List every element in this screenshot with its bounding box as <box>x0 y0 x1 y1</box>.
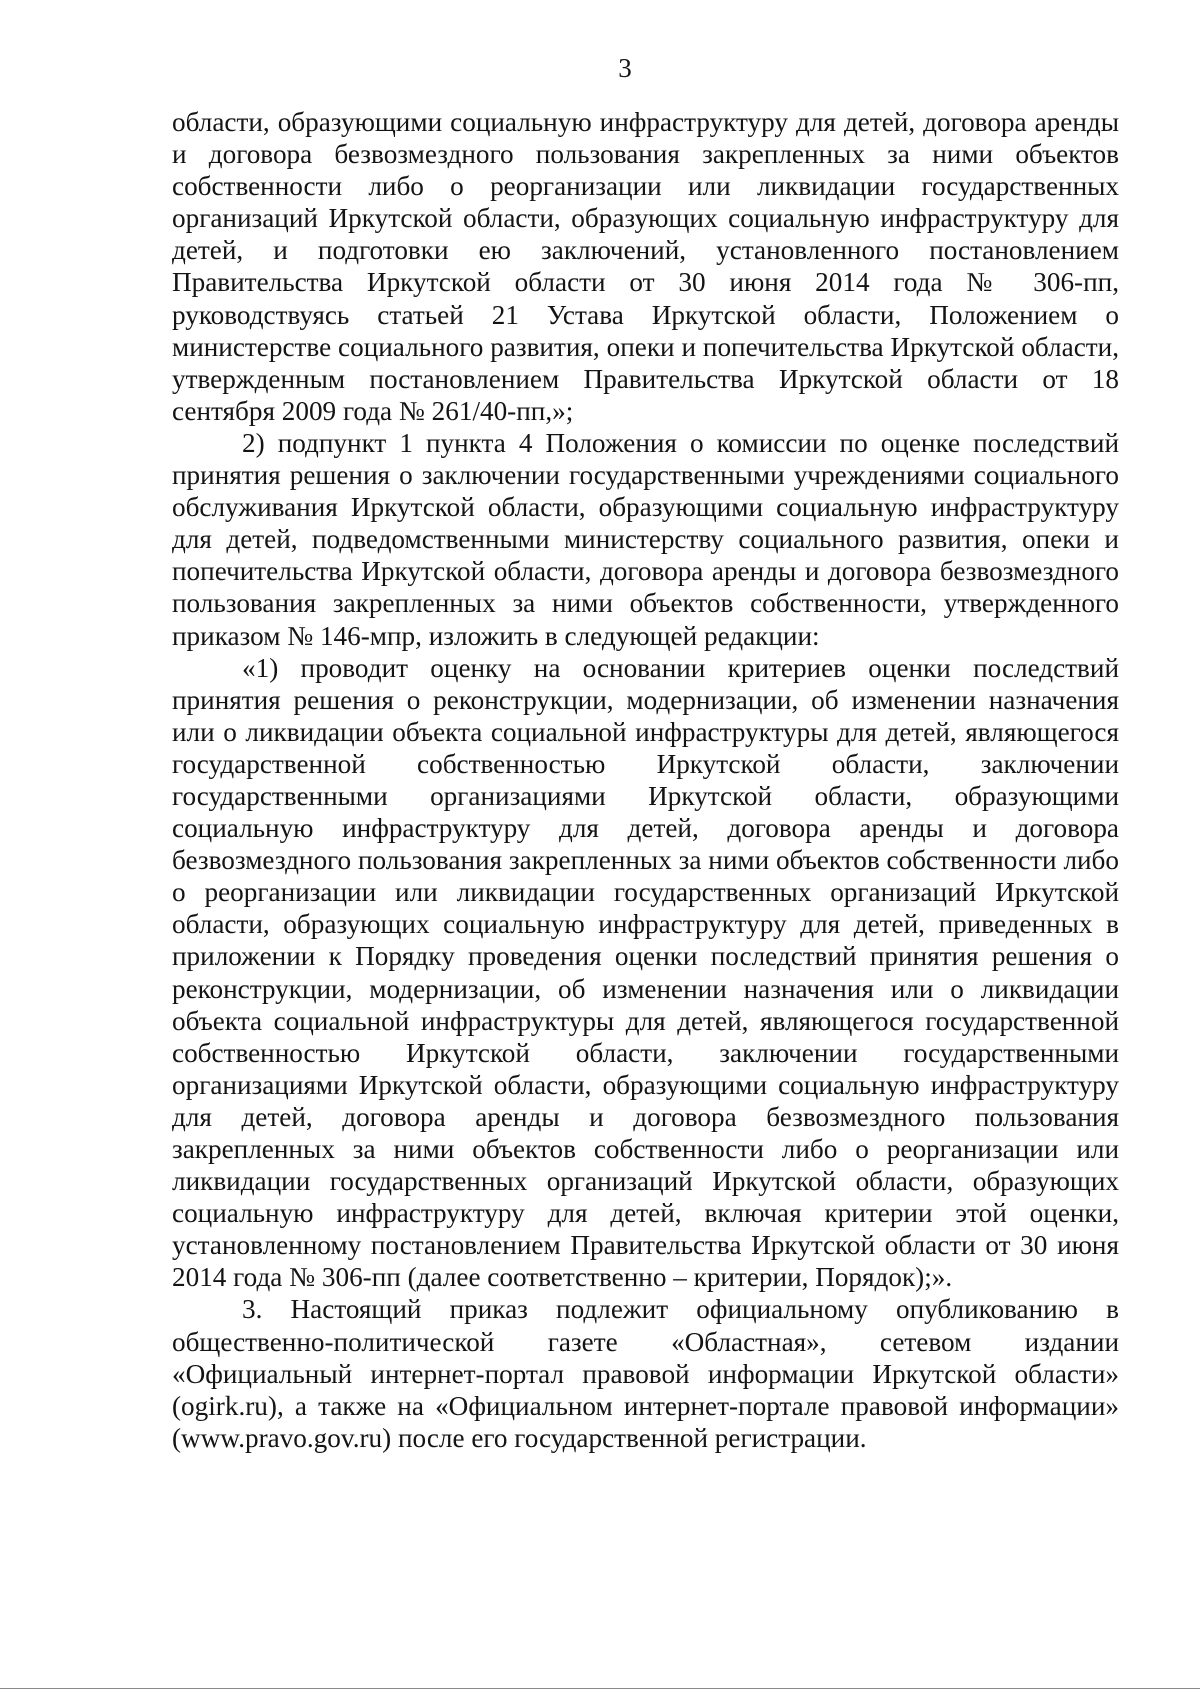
paragraph-quoted-item-1: «1) проводит оценку на основании критериев оценки последствий принятия решения о реконструкции, модернизации, об изменении назначения или о ликвидации объекта социальной инфраструктуры для детей, являющегося государственной собственностью Иркутской области, заключении государственными организациями Иркутской области, образующими социальную инфраструктуру для детей, договора аренды и договора безвозмездного пользования закрепленных за ними объектов собственности либо о реорганизации или ликвидации государственных организаций Иркутской области, образующих социальную инфраструктуру для детей, приведенных в приложении к Порядку проведения оценки последствий принятия решения о реконструкции, модернизации, об изменении назначения или о ликвидации объекта социальной инфраструктуры для детей, являющегося государственной собственностью Иркутской области, заключении государственными организациями Иркутской области, образующими социальную инфраструктуру для детей, договора аренды и договора безвозмездного пользования закрепленных за ними объектов собственности либо о реорганизации или ликвидации государственных организаций Иркутской области, образующих социальную инфраструктуру для детей, включая критерии этой оценки, установленному постановлением Правительства Иркутской области от 30 июня 2014 года № 306-пп (далее соответственно – критерии, Порядок);». <box>172 652 1119 1293</box>
paragraph-continuation: области, образующими социальную инфраструктуру для детей, договора аренды и договора безвозмездного пользования закрепленных за ними объектов собственности либо о реорганизации или ликвидации государственных организаций Иркутской области, образующих социальную инфраструктуру для детей, и подготовки ею заключений, установленного постановлением Правительства Иркутской области от 30 июня 2014 года № 306-пп, руководствуясь статьей 21 Устава Иркутской области, Положением о министерстве социального развития, опеки и попечительства Иркутской области, утвержденным постановлением Правительства Иркутской области от 18 сентября 2009 года № 261/40-пп,»; <box>172 107 1119 426</box>
page-number: 3 <box>618 53 632 83</box>
document-body <box>172 106 1119 1454</box>
paragraph-item-3: 3. Настоящий приказ подлежит официальному опубликованию в общественно-политической газете «Областная», сетевом издании «Официальный интернет-портал правовой информации Иркутской области» (ogirk.ru), а также на «Официальном интернет-портале правовой информации» (www.pravo.gov.ru) после его государственной регистрации. <box>172 1294 1119 1453</box>
scan-edge-line <box>0 1688 1200 1689</box>
paragraph-subitem-2: 2) подпункт 1 пункта 4 Положения о комиссии по оценке последствий принятия решения о заключении государственными учреждениями социального обслуживания Иркутской области, образующими социальную инфраструктуру для детей, подведомственными министерству социального развития, опеки и попечительства Иркутской области, договора аренды и договора безвозмездного пользования закрепленных за ними объектов собственности, утвержденного приказом № 146-мпр, изложить в следующей редакции: <box>172 427 1119 651</box>
